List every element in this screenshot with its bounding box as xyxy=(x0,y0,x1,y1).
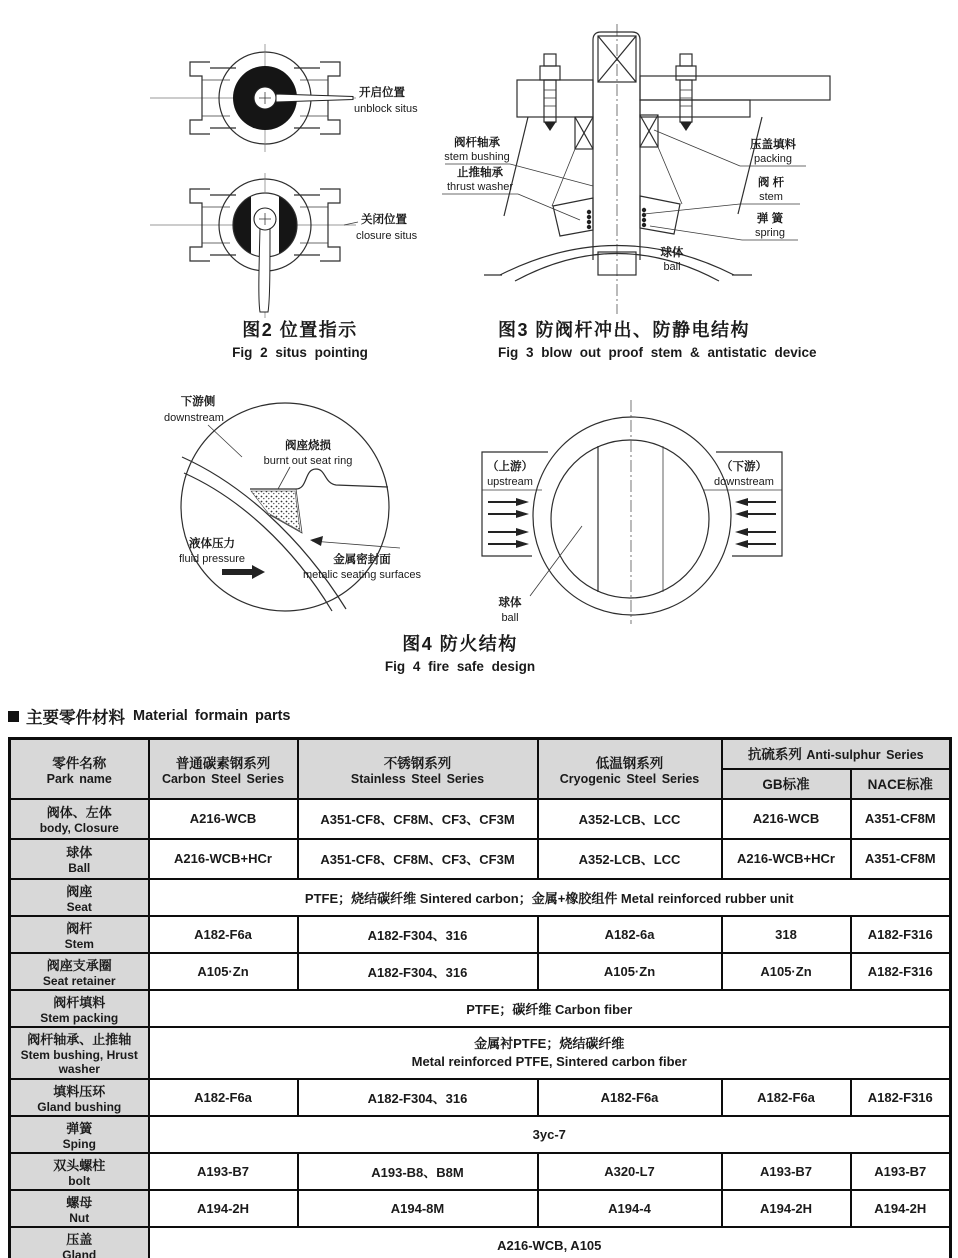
material-cell: A351-CF8、CF8M、CF3、CF3M xyxy=(298,839,538,879)
fig4-fire-safe-detail-diagram xyxy=(150,385,450,620)
section-title xyxy=(8,704,291,728)
material-cell-span: 金属衬PTFE；烧结碳纤维 Metal reinforced PTFE, Sintered carbon fiber xyxy=(149,1027,951,1079)
closed-position-label: 关闭位置 xyxy=(361,214,407,226)
table-row xyxy=(10,990,951,1027)
material-cell: A352-LCB、LCC xyxy=(538,839,722,879)
spring-label-en: spring xyxy=(755,227,785,239)
fig3-caption xyxy=(498,316,838,360)
material-cell: A216-WCB xyxy=(149,799,298,839)
fluid-pressure-label-en: fluid pressure xyxy=(178,553,246,565)
material-cell: A194-2H xyxy=(722,1190,851,1227)
header-gb-standard: GB标准 xyxy=(722,769,851,799)
ball-label: 球体 xyxy=(498,597,522,609)
thrust-washer-label-en: thrust washer xyxy=(446,181,514,193)
stem-label-en: stem xyxy=(759,191,783,203)
fig3-caption-en: Fig 3 blow out proof stem & antistatic device xyxy=(498,345,817,360)
material-cell: A182-6a xyxy=(538,916,722,953)
burnt-seat-label: 阀座烧损 xyxy=(285,440,331,452)
material-cell: A182-F304、316 xyxy=(298,916,538,953)
open-position-label-en: unblock situs xyxy=(354,103,418,115)
material-cell: A105·Zn xyxy=(538,953,722,990)
downstream-label-en: downstream xyxy=(714,476,774,488)
table-row xyxy=(10,1116,951,1153)
fig3-spring-left xyxy=(587,210,591,229)
material-cell: 318 xyxy=(722,916,851,953)
fig3-spring-right xyxy=(642,208,646,227)
fig2-caption-zh: 图2 位置指示 xyxy=(242,320,358,340)
material-cell-span: A216-WCB, A105 xyxy=(149,1227,951,1258)
material-cell: A182-F6a xyxy=(149,916,298,953)
header-stainless-steel: 不锈钢系列 Stainless Steel Series xyxy=(298,739,538,799)
row-label-stem-bushing: 阀杆轴承、止推轴 Stem bushing, Hrust washer xyxy=(10,1027,149,1079)
ball-label-en: ball xyxy=(663,261,681,273)
stem-bushing-label-en: stem bushing xyxy=(444,151,510,163)
material-cell-span: 3yc-7 xyxy=(149,1116,951,1153)
section-title-en: Material formain parts xyxy=(133,708,291,724)
upstream-label: （上游） xyxy=(487,461,533,473)
fig2-closed-valve xyxy=(150,173,418,318)
table-row xyxy=(10,799,951,839)
fig2-valve-position-diagram xyxy=(140,28,460,320)
material-cell: A320-L7 xyxy=(538,1153,722,1190)
table-row xyxy=(10,1227,951,1258)
section-bullet-icon xyxy=(8,711,19,722)
table-row xyxy=(10,916,951,953)
spring-label: 弹 簧 xyxy=(756,213,784,225)
row-label-stem: 阀杆 Stem xyxy=(10,916,149,953)
fig3-right-bolt xyxy=(676,54,696,131)
header-cryogenic-steel: 低温钢系列 Cryogenic Steel Series xyxy=(538,739,722,799)
stem-label: 阀 杆 xyxy=(757,177,785,189)
header-anti-sulphur: 抗硫系列 Anti-sulphur Series xyxy=(722,739,951,769)
material-cell: A182-F6a xyxy=(722,1079,851,1116)
fig4-flow-diagram xyxy=(452,398,792,628)
material-cell: A216-WCB xyxy=(722,799,851,839)
row-label-bolt: 双头螺柱 bolt xyxy=(10,1153,149,1190)
closed-position-label-en: closure situs xyxy=(356,230,418,242)
material-cell: A182-F316 xyxy=(851,916,951,953)
fig3-caption-zh: 图3 防阀杆冲出、防静电结构 xyxy=(498,320,751,340)
thrust-washer-label: 止推轴承 xyxy=(457,167,503,179)
fig3-left-bolt xyxy=(540,54,560,131)
material-cell: A182-F304、316 xyxy=(298,1079,538,1116)
header-carbon-steel: 普通碳素钢系列 Carbon Steel Series xyxy=(149,739,298,799)
material-cell: A182-F316 xyxy=(851,953,951,990)
material-cell: A194-4 xyxy=(538,1190,722,1227)
table-row xyxy=(10,1079,951,1116)
section-title-zh: 主要零件材料 xyxy=(26,709,125,727)
fluid-pressure-arrow xyxy=(222,565,265,579)
fig2-caption xyxy=(178,316,422,360)
downstream-label: （下游） xyxy=(721,461,767,473)
row-label-nut: 螺母 Nut xyxy=(10,1190,149,1227)
table-row xyxy=(10,1190,951,1227)
header-nace-standard: NACE标准 xyxy=(851,769,951,799)
fig2-caption-en: Fig 2 situs pointing xyxy=(232,345,368,360)
downstream-side-label: 下游侧 xyxy=(180,396,216,408)
material-cell: A351-CF8、CF8M、CF3、CF3M xyxy=(298,799,538,839)
fig3-stem-section-diagram xyxy=(440,24,910,316)
stem-bushing-label: 阀杆轴承 xyxy=(454,137,500,149)
packing-label-en: packing xyxy=(754,153,792,165)
row-label-ball: 球体 Ball xyxy=(10,839,149,879)
material-cell: A182-F6a xyxy=(149,1079,298,1116)
material-cell-span: PTFE；烧结碳纤维 Sintered carbon；金属+橡胶组件 Metal reinforced rubber unit xyxy=(149,879,951,916)
material-cell: A351-CF8M xyxy=(851,839,951,879)
materials-table xyxy=(8,737,952,1258)
material-cell: A193-B7 xyxy=(851,1153,951,1190)
fig4-caption xyxy=(340,630,580,674)
table-row xyxy=(10,1153,951,1190)
material-cell-span: PTFE；碳纤维 Carbon fiber xyxy=(149,990,951,1027)
downstream-flow-arrows xyxy=(748,502,776,544)
material-cell: A194-8M xyxy=(298,1190,538,1227)
row-label-spring: 弹簧 Sping xyxy=(10,1116,149,1153)
fig4-caption-zh: 图4 防火结构 xyxy=(402,634,518,654)
ball-label: 球体 xyxy=(660,247,684,259)
fig2-open-valve xyxy=(150,44,418,152)
material-cell: A105·Zn xyxy=(149,953,298,990)
material-cell: A182-F316 xyxy=(851,1079,951,1116)
material-cell: A352-LCB、LCC xyxy=(538,799,722,839)
table-row xyxy=(10,953,951,990)
downstream-side-label-en: downstream xyxy=(164,412,224,424)
material-cell: A105·Zn xyxy=(722,953,851,990)
seating-surfaces-label-en: metalic seating surfaces xyxy=(303,569,421,581)
material-cell: A193-B8、B8M xyxy=(298,1153,538,1190)
open-position-label: 开启位置 xyxy=(359,87,405,99)
material-cell: A194-2H xyxy=(851,1190,951,1227)
burnt-seat-label-en: burnt out seat ring xyxy=(263,455,353,467)
seating-surfaces-label: 金属密封面 xyxy=(333,554,391,566)
material-cell: A351-CF8M xyxy=(851,799,951,839)
row-label-body: 阀体、左体 body, Closure xyxy=(10,799,149,839)
packing-label: 压盖填料 xyxy=(750,139,796,151)
row-label-gland: 压盖 Gland xyxy=(10,1227,149,1258)
material-cell: A182-F6a xyxy=(538,1079,722,1116)
material-cell: A216-WCB+HCr xyxy=(722,839,851,879)
table-row xyxy=(10,879,951,916)
table-row xyxy=(10,839,951,879)
material-cell: A194-2H xyxy=(149,1190,298,1227)
upstream-label-en: upstream xyxy=(487,476,533,488)
material-cell: A216-WCB+HCr xyxy=(149,839,298,879)
row-label-seat-retainer: 阀座支承圈 Seat retainer xyxy=(10,953,149,990)
upstream-flow-arrows xyxy=(488,502,516,544)
row-label-gland-bushing: 填料压环 Gland bushing xyxy=(10,1079,149,1116)
fluid-pressure-label: 液体压力 xyxy=(189,538,235,550)
table-row xyxy=(10,1027,951,1079)
header-part-name: 零件名称 Park name xyxy=(10,739,149,799)
row-label-stem-packing: 阀杆填料 Stem packing xyxy=(10,990,149,1027)
material-cell: A182-F304、316 xyxy=(298,953,538,990)
material-cell: A193-B7 xyxy=(722,1153,851,1190)
material-cell: A193-B7 xyxy=(149,1153,298,1190)
burnt-seat-region xyxy=(251,491,300,531)
fig4-caption-en: Fig 4 fire safe design xyxy=(384,659,536,674)
row-label-seat: 阀座 Seat xyxy=(10,879,149,916)
ball-label-en: ball xyxy=(501,612,519,624)
